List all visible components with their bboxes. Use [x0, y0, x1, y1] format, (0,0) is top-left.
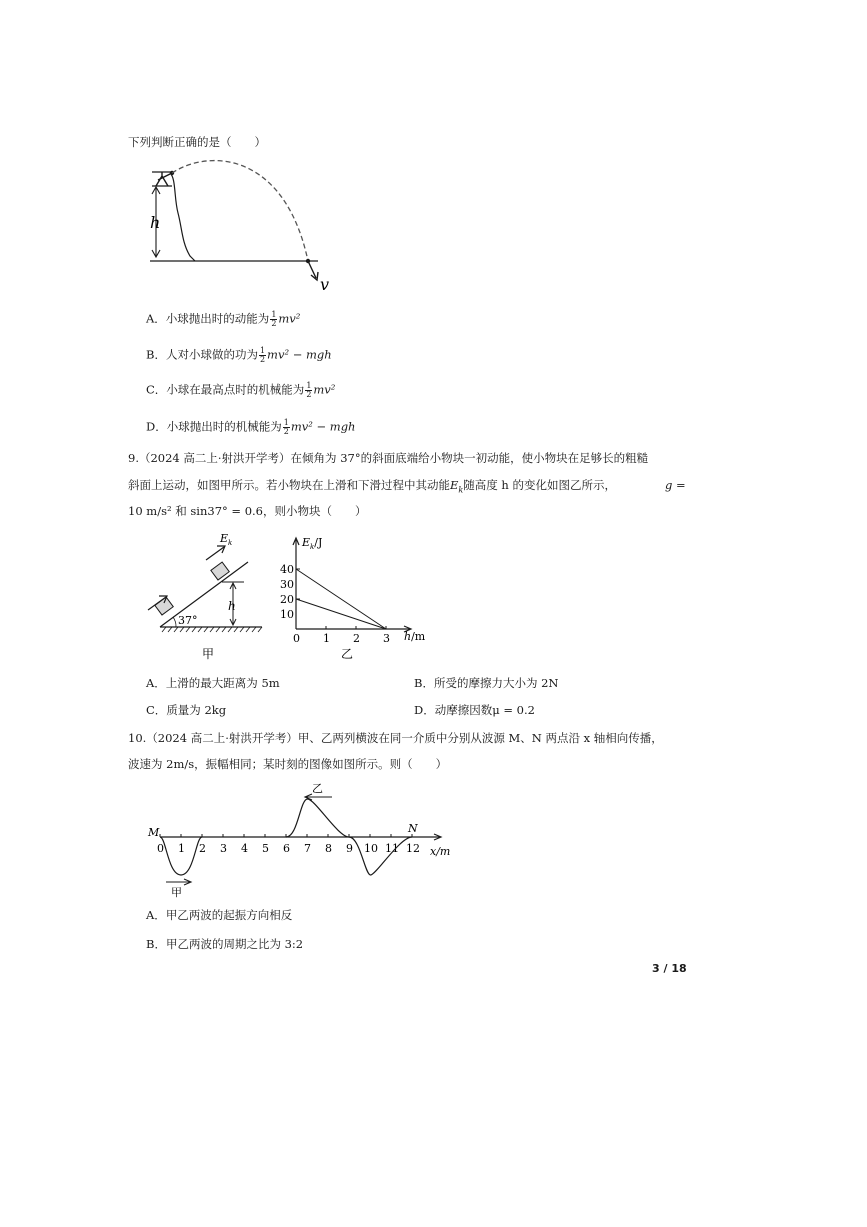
- q9-stem-line1: 9.（2024 高二上·射洪开学考）在倾角为 37°的斜面底端给小物块一初动能，使小物块在足够长的粗糙: [128, 451, 649, 465]
- q9-stem-line2: 斜面上运动，如图甲所示。若小物块在上滑和下滑过程中其动能$E_k$随高度 h 的变化如图乙所示，: [128, 478, 616, 495]
- q10-stem-line1: 10.（2024 高二上·射洪开学考）甲、乙两列横波在同一介质中分别从波源 M、N 两点沿 x 轴相向传播，: [128, 731, 663, 745]
- page-number: 3 / 18: [652, 962, 687, 975]
- wave-yi-label: 乙: [312, 782, 323, 795]
- q8-option-b[interactable]: [146, 347, 332, 364]
- x-tick-label: 2: [199, 842, 206, 855]
- fraction: $\frac{1}{2}$: [306, 381, 312, 399]
- block-lower: [155, 597, 173, 615]
- x-tick-label: 9: [346, 842, 353, 855]
- y-tick-label: 20: [280, 593, 294, 606]
- q10-option-b[interactable]: B．甲乙两波的周期之比为 3:2: [146, 937, 304, 951]
- series-line-2: [296, 599, 386, 629]
- height-label: h: [150, 213, 161, 232]
- h-label: h: [228, 599, 236, 613]
- q8-option-d[interactable]: [146, 419, 355, 436]
- fraction: $\frac{1}{2}$: [283, 418, 289, 436]
- option-formula: mv²: [278, 311, 301, 326]
- y-tick-label: 40: [280, 563, 294, 576]
- wave-jia-label: 甲: [171, 886, 182, 899]
- q9-option-b[interactable]: B．所受的摩擦力大小为 2N: [414, 676, 559, 690]
- q9-g-symbol: g =: [665, 478, 686, 492]
- x-tick-label: 4: [241, 842, 248, 855]
- option-formula: mv²: [313, 382, 336, 397]
- x-tick-label: 10: [364, 842, 378, 855]
- option-label: A．: [146, 311, 166, 326]
- q8-option-a[interactable]: [146, 311, 300, 328]
- caption-jia: 甲: [202, 647, 215, 660]
- x-axis-label: h/m: [404, 630, 426, 643]
- x-tick-label: 11: [385, 842, 399, 855]
- x-tick-label: 5: [262, 842, 269, 855]
- ek-label: $E_k$: [220, 532, 233, 547]
- option-text: 小球抛出时的机械能为: [166, 419, 282, 434]
- option-formula: mv² − mgh: [267, 347, 332, 362]
- q9-option-d[interactable]: D．动摩擦因数μ = 0.2: [414, 703, 535, 717]
- fraction: $\frac{1}{2}$: [271, 310, 277, 328]
- option-text: 小球在最高点时的机械能为: [166, 382, 305, 397]
- y-tick-label: 10: [280, 608, 294, 621]
- q8-stem: 下列判断正确的是（ ）: [128, 135, 266, 149]
- x-tick-label: 0: [157, 842, 164, 855]
- x-tick-label: 12: [406, 842, 420, 855]
- x-tick-label: 3: [220, 842, 227, 855]
- option-label: B．: [146, 347, 166, 362]
- y-tick-label: 30: [280, 578, 294, 591]
- q9-incline-figure: [140, 530, 268, 660]
- option-text: 小球抛出时的动能为: [165, 311, 270, 326]
- option-formula: mv² − mgh: [290, 419, 356, 434]
- cliff-outline: [170, 173, 195, 261]
- q9-ek-h-graph: [276, 530, 436, 660]
- series-line-1: [296, 569, 386, 629]
- velocity-label: v: [320, 275, 330, 293]
- x-tick-label: 6: [283, 842, 290, 855]
- angle-label: 37°: [178, 614, 198, 627]
- source-m-label: M: [148, 826, 160, 839]
- option-text: 人对小球做的功为: [165, 347, 258, 362]
- x-tick-label: 3: [383, 632, 390, 645]
- x-axis-label: x/m: [430, 845, 451, 858]
- q10-wave-figure: [140, 778, 460, 903]
- q9-option-a[interactable]: A．上滑的最大距离为 5m: [146, 676, 280, 690]
- fraction: $\frac{1}{2}$: [259, 346, 266, 364]
- caption-yi: 乙: [341, 647, 354, 660]
- person-icon: [152, 172, 172, 186]
- option-label: D．: [146, 419, 167, 434]
- trajectory: [172, 161, 308, 261]
- q8-option-c[interactable]: [146, 382, 335, 399]
- x-tick-label: 0: [293, 632, 300, 645]
- q10-stem-line2: 波速为 2m/s，振幅相同；某时刻的图像如图所示。则（ ）: [128, 757, 448, 771]
- q8-projectile-figure: [140, 158, 340, 293]
- q9-option-c[interactable]: C．质量为 2kg: [146, 703, 227, 717]
- x-tick-label: 1: [178, 842, 185, 855]
- x-tick-label: 7: [304, 842, 311, 855]
- x-tick-label: 2: [353, 632, 360, 645]
- y-axis-label: $E_k/J$: [302, 536, 323, 551]
- source-n-label: N: [408, 822, 418, 835]
- q9-stem-line3: 10 m/s² 和 sin37° = 0.6，则小物块（ ）: [128, 504, 367, 518]
- q10-option-a[interactable]: A．甲乙两波的起振方向相反: [146, 908, 293, 922]
- option-label: C．: [146, 382, 167, 397]
- x-tick-label: 8: [325, 842, 332, 855]
- x-tick-label: 1: [323, 632, 330, 645]
